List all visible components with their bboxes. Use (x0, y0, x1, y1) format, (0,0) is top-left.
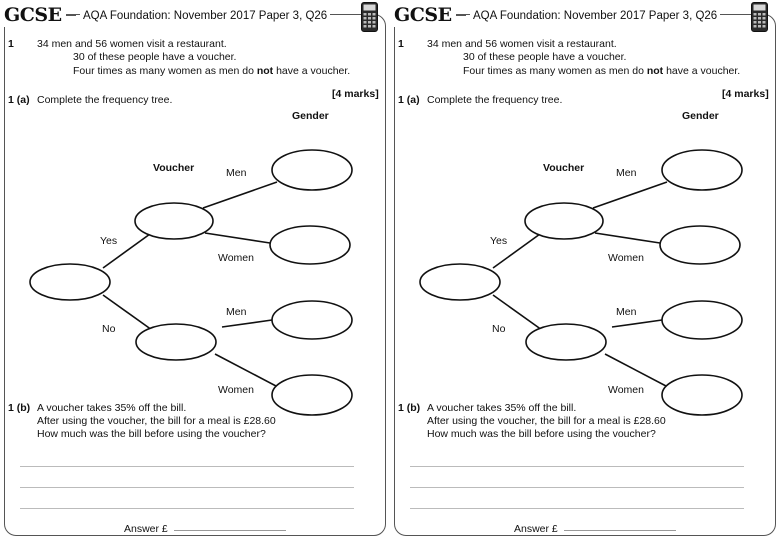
marks-label: [4 marks] (332, 88, 379, 100)
answer-label: Answer £ (124, 523, 168, 535)
working-line[interactable] (410, 508, 744, 509)
answer-box-yes-women[interactable] (270, 226, 350, 264)
part-a-instruction: Complete the frequency tree. (37, 94, 173, 106)
branch-label-no: No (102, 323, 116, 335)
answer-box-no-women[interactable] (272, 375, 352, 415)
part-b-line-3: How much was the bill before using the voucher? (37, 428, 266, 440)
question-line-3: Four times as many women as men do not have a voucher. (73, 65, 351, 77)
branch-label-women: Women (608, 252, 644, 264)
question-number: 1 (8, 38, 14, 50)
brand-logo: GCSE (2, 3, 66, 27)
part-b-line-1: A voucher takes 35% off the bill. (37, 402, 187, 414)
answer-box-total[interactable] (420, 264, 500, 300)
answer-box-no[interactable] (526, 324, 606, 360)
paper-title: AQA Foundation: November 2017 Paper 3, Q26 (470, 9, 720, 23)
answer-line[interactable] (564, 530, 676, 531)
part-a-label: 1 (a) (398, 94, 420, 106)
answer-box-yes-men[interactable] (272, 150, 352, 190)
answer-box-no-men[interactable] (272, 301, 352, 339)
brand-logo: GCSE (392, 3, 456, 27)
part-b-label: 1 (b) (398, 402, 421, 414)
part-b-line-3: How much was the bill before using the voucher? (427, 428, 656, 440)
part-b-line-2: After using the voucher, the bill for a meal is £28.60 (37, 415, 276, 427)
gender-heading: Gender (292, 110, 329, 122)
question-line-2: 30 of these people have a voucher. (463, 51, 627, 63)
answer-label: Answer £ (514, 523, 558, 535)
answer-box-yes-women[interactable] (660, 226, 740, 264)
working-line[interactable] (410, 487, 744, 488)
branch-label-men: Men (616, 306, 637, 318)
answer-line[interactable] (174, 530, 286, 531)
answer-box-no-women[interactable] (662, 375, 742, 415)
answer-box-yes-men[interactable] (662, 150, 742, 190)
branch-label-yes: Yes (100, 235, 118, 247)
paper-title: AQA Foundation: November 2017 Paper 3, Q26 (80, 9, 330, 23)
question-line-3: Four times as many women as men do not have a voucher. (463, 65, 741, 77)
frequency-tree (390, 0, 780, 540)
question-line-1: 34 men and 56 women visit a restaurant. (427, 38, 617, 50)
answer-box-no[interactable] (136, 324, 216, 360)
branch-label-women: Women (608, 384, 644, 396)
part-b-line-2: After using the voucher, the bill for a meal is £28.60 (427, 415, 666, 427)
branch-label-women: Women (218, 252, 254, 264)
worksheet-panel-right (390, 0, 780, 540)
working-line[interactable] (20, 508, 354, 509)
part-a-label: 1 (a) (8, 94, 30, 106)
voucher-heading: Voucher (153, 162, 195, 174)
question-number: 1 (398, 38, 404, 50)
part-b-line-1: A voucher takes 35% off the bill. (427, 402, 577, 414)
working-line[interactable] (410, 466, 744, 467)
part-a-instruction: Complete the frequency tree. (427, 94, 563, 106)
answer-box-no-men[interactable] (662, 301, 742, 339)
branch-label-no: No (492, 323, 506, 335)
branch-label-women: Women (218, 384, 254, 396)
marks-label: [4 marks] (722, 88, 769, 100)
answer-box-yes[interactable] (135, 203, 213, 239)
working-line[interactable] (20, 466, 354, 467)
answer-box-total[interactable] (30, 264, 110, 300)
answer-box-yes[interactable] (525, 203, 603, 239)
question-line-1: 34 men and 56 women visit a restaurant. (37, 38, 227, 50)
working-line[interactable] (20, 487, 354, 488)
gender-heading: Gender (682, 110, 719, 122)
voucher-heading: Voucher (543, 162, 585, 174)
branch-label-men: Men (616, 167, 637, 179)
branch-label-yes: Yes (490, 235, 508, 247)
question-line-2: 30 of these people have a voucher. (73, 51, 237, 63)
branch-label-men: Men (226, 167, 247, 179)
branch-label-men: Men (226, 306, 247, 318)
part-b-label: 1 (b) (8, 402, 31, 414)
